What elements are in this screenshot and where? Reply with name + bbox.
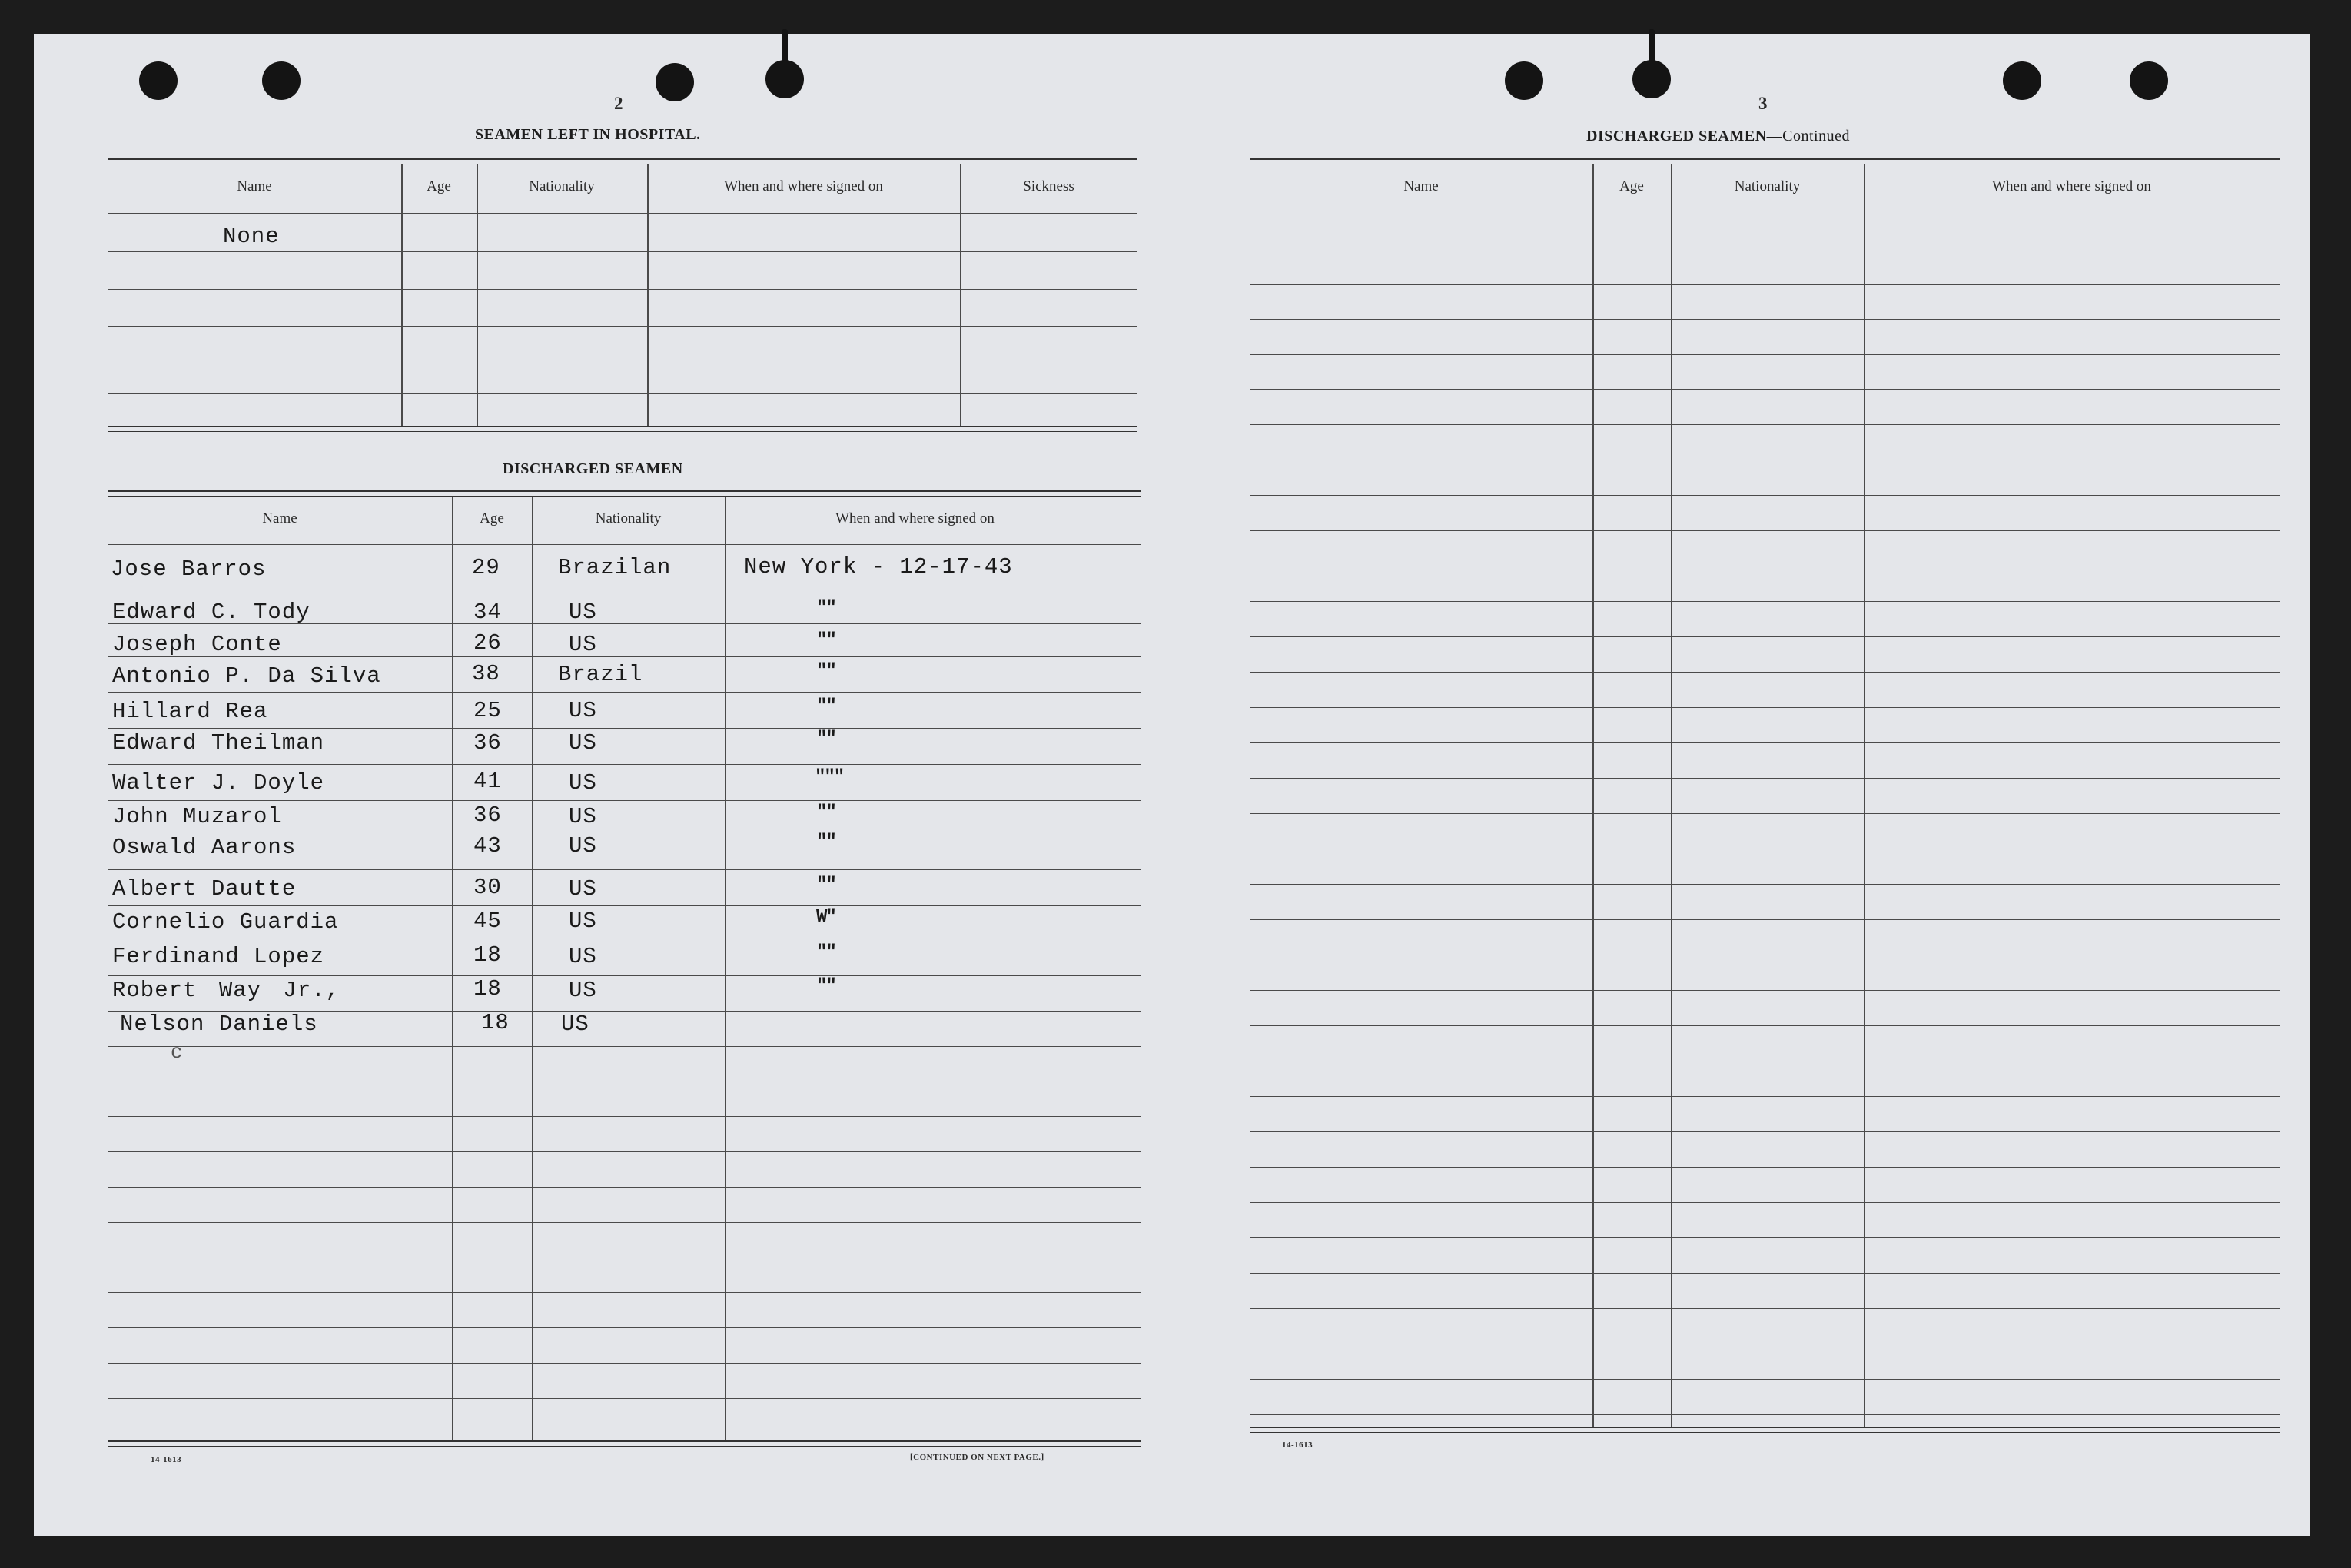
seaman-name: Nelson Daniels bbox=[120, 1012, 318, 1037]
punch-hole bbox=[1632, 60, 1671, 98]
seaman-age: 18 bbox=[473, 976, 502, 1002]
column-header-age: Age bbox=[480, 510, 504, 527]
seaman-age: 43 bbox=[473, 833, 502, 859]
seaman-name: Hillard Rea bbox=[112, 699, 268, 724]
seaman-nationality: US bbox=[569, 876, 597, 902]
seaman-nationality: Brazil bbox=[558, 662, 643, 687]
column-header-nationality: Nationality bbox=[595, 510, 662, 527]
seaman-signed-on: "" bbox=[816, 630, 835, 651]
document-sheet bbox=[34, 34, 2310, 1536]
form-number: 14-1613 bbox=[1282, 1440, 1313, 1450]
title-text: DISCHARGED SEAMEN bbox=[1586, 128, 1767, 145]
seaman-nationality: US bbox=[569, 770, 597, 796]
seaman-name: Jose Barros bbox=[111, 556, 267, 582]
column-header-sickness: Sickness bbox=[1023, 178, 1074, 194]
seaman-signed-on: "" bbox=[816, 661, 835, 682]
form-number: 14-1613 bbox=[151, 1455, 182, 1464]
seaman-age: 18 bbox=[473, 942, 502, 968]
seaman-nationality: US bbox=[569, 600, 597, 625]
column-header-signed-on: When and where signed on bbox=[835, 510, 995, 527]
punch-hole bbox=[2003, 61, 2041, 100]
seaman-age: 30 bbox=[473, 875, 502, 900]
seaman-age: 41 bbox=[473, 769, 502, 794]
seaman-signed-on: New York - 12-17-43 bbox=[744, 554, 1013, 580]
seaman-signed-on: W" bbox=[816, 907, 835, 928]
seaman-name: John Muzarol bbox=[112, 804, 282, 829]
seaman-name: Joseph Conte bbox=[112, 632, 282, 657]
seaman-signed-on: "" bbox=[816, 832, 835, 852]
seaman-nationality: US bbox=[569, 978, 597, 1003]
punch-hole bbox=[139, 61, 178, 100]
page-number: 3 bbox=[1758, 94, 1768, 113]
seaman-name: Robert Way Jr., bbox=[112, 978, 340, 1003]
hospital-entry: None bbox=[223, 224, 280, 249]
seaman-nationality: US bbox=[569, 804, 597, 829]
hospital-table-title: SEAMEN LEFT IN HOSPITAL. bbox=[475, 126, 701, 143]
continued-note: [CONTINUED ON NEXT PAGE.] bbox=[910, 1453, 1044, 1462]
seaman-name: Oswald Aarons bbox=[112, 835, 297, 860]
seaman-signed-on: "" bbox=[816, 729, 835, 749]
seaman-nationality: US bbox=[569, 698, 597, 723]
column-header-signed-on: When and where signed on bbox=[1992, 178, 2151, 194]
column-header-name: Name bbox=[262, 510, 297, 527]
seaman-name: Albert Dautte bbox=[112, 876, 297, 902]
seaman-signed-on: "" bbox=[816, 976, 835, 997]
punch-hole bbox=[1505, 61, 1543, 100]
column-header-nationality: Nationality bbox=[529, 178, 595, 194]
punch-hole bbox=[2130, 61, 2168, 100]
punch-hole bbox=[765, 60, 804, 98]
column-header-name: Name bbox=[237, 178, 272, 194]
seaman-age: 29 bbox=[472, 555, 500, 580]
seaman-nationality: US bbox=[561, 1012, 589, 1037]
seaman-age: 45 bbox=[473, 909, 502, 934]
seaman-nationality: US bbox=[569, 909, 597, 934]
seaman-name: Edward C. Tody bbox=[112, 600, 310, 625]
seaman-signed-on: "" bbox=[816, 802, 835, 823]
seaman-name: Walter J. Doyle bbox=[112, 770, 325, 796]
seaman-nationality: US bbox=[569, 632, 597, 657]
seaman-nationality: Brazilan bbox=[558, 555, 672, 580]
stray-mark: c bbox=[171, 1041, 184, 1064]
seaman-signed-on: "" bbox=[816, 696, 835, 717]
column-header-name: Name bbox=[1403, 178, 1439, 194]
discharged-table-title: DISCHARGED SEAMEN bbox=[503, 460, 683, 477]
seaman-signed-on: "" bbox=[816, 942, 835, 963]
seaman-name: Cornelio Guardia bbox=[112, 909, 339, 935]
seaman-signed-on: "" bbox=[816, 598, 835, 619]
seaman-age: 26 bbox=[473, 630, 502, 656]
seaman-age: 34 bbox=[473, 600, 502, 625]
seaman-age: 36 bbox=[473, 802, 502, 828]
seaman-signed-on: """ bbox=[815, 767, 844, 788]
seaman-nationality: US bbox=[569, 944, 597, 969]
seaman-age: 36 bbox=[473, 730, 502, 756]
punch-hole bbox=[656, 63, 694, 101]
seaman-age: 18 bbox=[481, 1010, 510, 1035]
seaman-name: Edward Theilman bbox=[112, 730, 325, 756]
column-header-signed-on: When and where signed on bbox=[724, 178, 883, 194]
seaman-nationality: US bbox=[569, 833, 597, 859]
punch-hole bbox=[262, 61, 301, 100]
seaman-age: 25 bbox=[473, 698, 502, 723]
seaman-name: Antonio P. Da Silva bbox=[112, 663, 381, 689]
seaman-name: Ferdinand Lopez bbox=[112, 944, 325, 969]
page-number: 2 bbox=[614, 94, 623, 113]
column-header-nationality: Nationality bbox=[1734, 178, 1801, 194]
seaman-nationality: US bbox=[569, 730, 597, 756]
discharged-continued-title bbox=[1586, 128, 1850, 145]
column-header-age: Age bbox=[1619, 178, 1644, 194]
seaman-signed-on: "" bbox=[816, 875, 835, 895]
seaman-age: 38 bbox=[472, 661, 500, 686]
column-header-age: Age bbox=[427, 178, 451, 194]
title-suffix: —Continued bbox=[1766, 128, 1850, 145]
